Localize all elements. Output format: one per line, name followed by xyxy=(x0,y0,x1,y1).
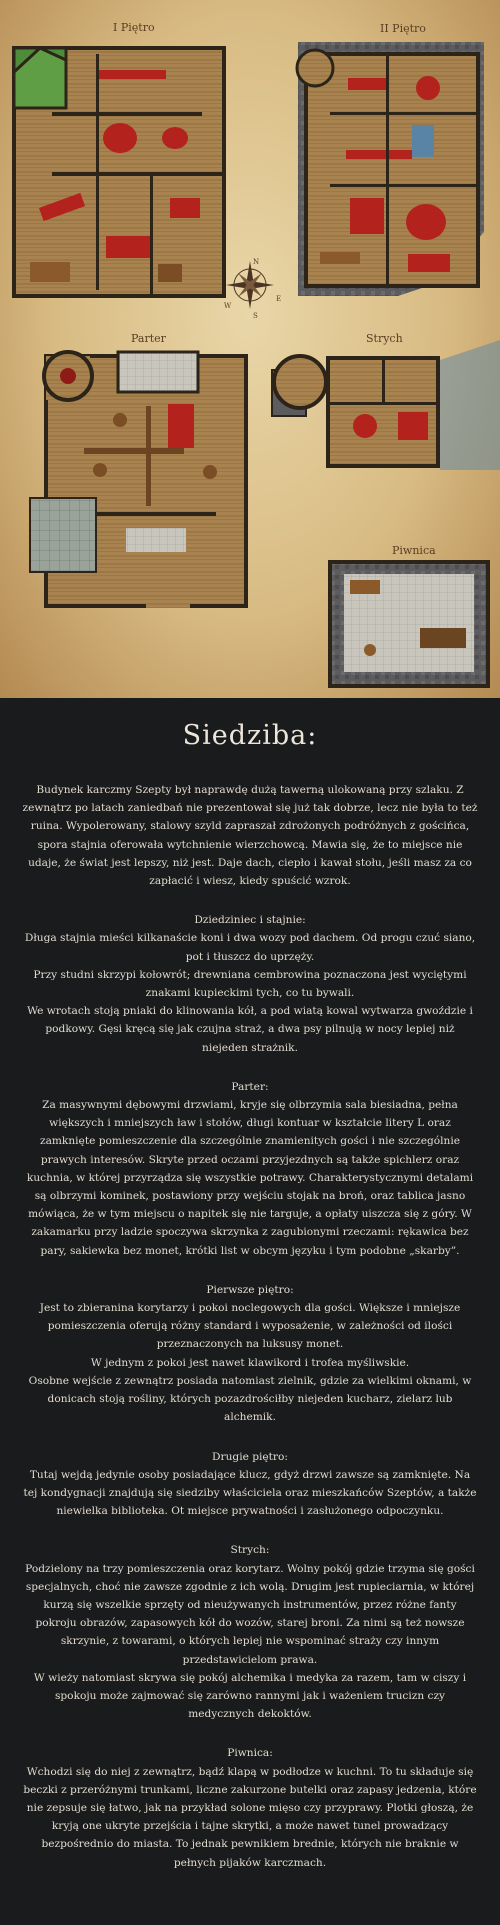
map-drawing xyxy=(0,0,500,698)
compass-w: W xyxy=(224,302,232,310)
section-paragraph: Podzielony na trzy pomieszczenia oraz korytarz. Wolny pokój gdzie trzyma się gości specjalnych, choć nie zawsze zgodnie z ich wolą. Drugim jest rupieciarnia, w której kurzą się wszelkie sprzęty od nieużywanych instrumentów, przez różne fanty pokroju obrazów, zapasowych kół do wozów, starej broni. Za nimi są też nowsze skrzynie, z towarami, o których lepiej nie wspominać straży czy innym przedstawicielom prawa. xyxy=(25,1562,475,1666)
section-heading: Parter: xyxy=(231,1080,269,1093)
section-paragraph: We wrotach stoją pniaki do klinowania kół, a pod wiatą kowal wytwarza gwoździe i podkowy. Gęsi kręcą się jak czujna straż, a dwa psy pilnują w nocy lepiej niż niejeden strażnik. xyxy=(27,1005,473,1054)
attic-plan xyxy=(272,340,500,470)
compass-e: E xyxy=(276,295,282,303)
cellar-label: Piwnica xyxy=(392,544,436,557)
ground-floor-plan xyxy=(30,352,246,608)
floor2-plan xyxy=(297,42,484,296)
floor1-plan xyxy=(14,48,224,296)
section-heading: Pierwsze piętro: xyxy=(206,1283,294,1296)
floor1-label: I Piętro xyxy=(113,21,155,34)
description-panel xyxy=(0,698,500,1925)
attic-label: Strych xyxy=(366,332,403,345)
section-heading: Dziedziniec i stajnie: xyxy=(194,914,306,927)
ground-floor-label: Parter xyxy=(131,332,166,345)
section-paragraph: Przy studni skrzypi kołowrót; drewniana cembrowina poznaczona jest wyciętymi znakami kupieckimi tych, co tu bywali. xyxy=(33,968,467,1000)
compass-n: N xyxy=(253,258,260,266)
tavern-map xyxy=(0,0,500,698)
section-paragraph: Za masywnymi dębowymi drzwiami, kryje się olbrzymia sala biesiadna, pełna większych i mniejszych ław i stołów, długi kontuar w kształcie litery L oraz zamknięte pomieszczenie dla szczególnie znamienitych gości i nie szczególnie prawych interesów. Skryte przed oczami przyjezdnych są także spichlerz oraz kuchnia, w której przyrządza się wszystkie potrawy. Charakterystycznymi detalami są olbrzymi kominek, postawiony przy wejściu stojak na broń, oraz tablica jasno mówiąca, że w tym miejscu o napitek się nie targuje, a opłaty uiszcza się z góry. W zakamarku przy ladzie spoczywa skrzynka z zagubionymi rzeczami: rękawica bez pary, sakiewka bez monet, krótki list w obcym języku i tym podobne „skarby”. xyxy=(26,1099,474,1257)
section-paragraph: W jednym z pokoi jest nawet klawikord i trofea myśliwskie. xyxy=(90,1356,410,1369)
section-paragraph: Długa stajnia mieści kilkanaście koni i dwa wozy pod dachem. Od progu czuć siano, pot i tłuszcz do uprzęży. xyxy=(24,932,476,963)
page-title: Siedziba: xyxy=(182,720,318,751)
section-heading: Strych: xyxy=(230,1544,270,1557)
section-paragraph: Wchodzi się do niej z zewnątrz, bądź klapą w podłodze w kuchni. To tu składuje się beczki z przeróżnymi trunkami, liczne zakurzone butelki oraz zapasy jedzenia, które nie zepsuje się łatwo, jak na przykład solone mięso czy przyprawy. Plotki głoszą, że kryją one ukryte przejścia i tajne skrytki, a może nawet tunel prowadzący bezpośrednio do miasta. To jednak pewnikiem brednie, których nie braknie w pełnych pijaków karczmach. xyxy=(23,1765,477,1869)
section-paragraph: Budynek karczmy Szepty był naprawdę dużą tawerną ulokowaną przy szlaku. Z zewnątrz po latach zaniedbań nie prezentował się już tak dobrze, lecz nie była to też ruina. Wypolerowany, stalowy szyld zapraszał zdrożonych podróżnych z gościńca, spora stajnia oferowała wytchnienie wierzchowcą. Mawia się, że to miejsce nie udaje, że świat jest lepszy, niż jest. Daje dach, ciepło i kawał stołu, jeśli masz za co zapłacić i wiesz, kiedy spuścić wzrok. xyxy=(22,784,478,888)
text-section xyxy=(22,1078,478,1260)
cellar-plan xyxy=(330,562,488,686)
text-section xyxy=(22,1541,478,1723)
section-heading: Piwnica: xyxy=(227,1747,273,1760)
text-section xyxy=(22,1744,478,1871)
floor2-label: II Piętro xyxy=(380,22,426,35)
compass-s: S xyxy=(253,312,258,320)
compass-rose xyxy=(226,261,274,309)
section-paragraph: Osobne wejście z zewnątrz posiada natomiast zielnik, gdzie za wielkimi oknami, w donicach stoją rośliny, których pozazdrościłby niejeden kucharz, zielarz lub alchemik. xyxy=(28,1374,472,1424)
text-section xyxy=(22,911,478,1057)
text-section xyxy=(22,781,478,890)
section-heading: Drugie piętro: xyxy=(212,1450,288,1463)
text-section xyxy=(22,1281,478,1427)
section-paragraph: Jest to zbieranina korytarzy i pokoi noclegowych dla gości. Większe i mniejsze pomieszczenia oferują różny standard i wyposażenie, w zależności od ilości przeznaczonych na luksusy monet. xyxy=(39,1302,461,1351)
section-paragraph: Tutaj wejdą jedynie osoby posiadające klucz, gdyż drzwi zawsze są zamknięte. Na tej kondygnacji znajdują się siedziby właściciela oraz mieszkańców Szeptów, a także niewielka biblioteka. Ot miejsce prywatności i zasłużonego odpoczynku. xyxy=(23,1468,477,1518)
text-section xyxy=(22,1448,478,1521)
section-paragraph: W wieży natomiast skrywa się pokój alchemika i medyka za razem, tam w ciszy i spokoju może zajmować się zarówno rannymi jak i ważeniem trucizn czy medycznych dekoktów. xyxy=(33,1671,467,1721)
sections-container xyxy=(22,781,478,1872)
